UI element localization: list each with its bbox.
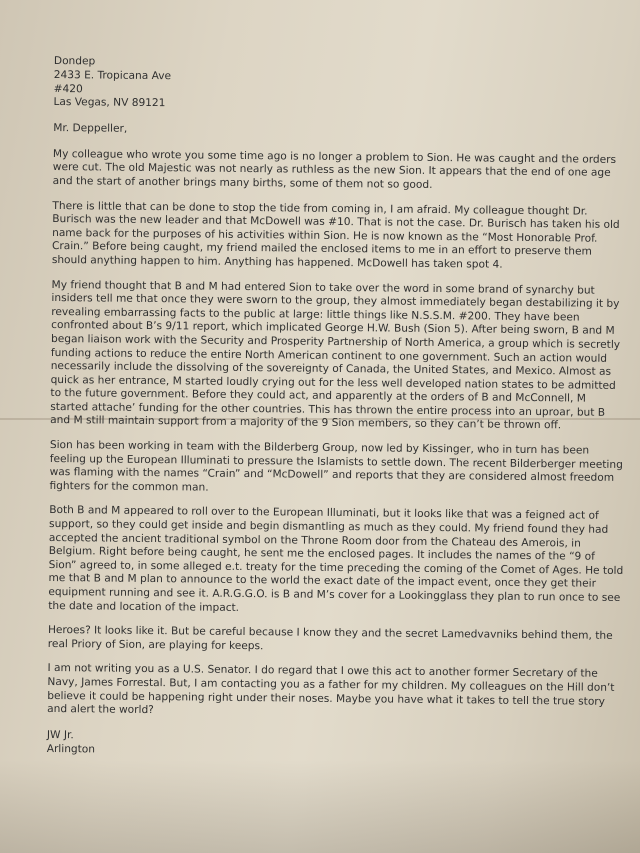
- paragraph: My friend thought that B and M had entered Sion to take over the word in some brand of synarchy but insiders tell me that once they were sworn to the group, they almost immediately began destabilizing it by revealing embarrassing facts to the public at large: little things like N.S.S.M. #200. They have been confronted about B’s 9/11 report, which implicated George H.W. Bush (Sion 5). After being sworn, B and M began liaison work with the Security and Prosperity Partnership of North America, a group which is secretly funding actions to reduce the entire North American continent to one government. Such an action would necessarily include the dissolving of the sovereignty of Canada, the United States, and Mexico. Almost as quick as her entrance, M started loudly crying out for the less well developed nation states to be admitted to the future government. Before they could act, and apparently at the orders of B and McConnell, M started attache’ funding for the other countries. This has thrown the entire process into an uproar, but B and M still maintain support from a majority of the 9 Sion members, so they can’t be thrown off.: [50, 278, 621, 432]
- sender-address: [53, 55, 629, 116]
- address-line: 2433 E. Tropicana Ave: [53, 68, 172, 83]
- greeting: Mr. Deppeller,: [53, 122, 128, 135]
- letter-body: [47, 55, 629, 762]
- address-line: #420: [53, 82, 83, 95]
- address-line: Dondep: [53, 55, 96, 68]
- paragraph: Both B and M appeared to roll over to the European Illuminati, but it looks like that was a feigned act of support, so they could get inside and begin dismantling as much as they could. My friend found they had accepted the ancient traditional symbol on the Throne Room door from the Chateau des Amerois, in Belgium. Right before being caught, he sent me the enclosed pages. It includes the names of the “9 of Sion” agreed to, in some alleged e.t. treaty for the time preceding the coming of the Comet of Ages. He told me that B and M plan to announce to the world the exact date of the impact event, once they get their equipment running and see it. A.R.G.G.O. is B and M’s cover for a Lookingglass they plan to run once to see the date and location of the impact.: [48, 504, 624, 614]
- paragraph: There is little that can be done to stop the tide from coming in, I am afraid. My colleague thought Dr. Burisch was the new leader and that McDowell was #10. That is not the case. Dr. Burisch has taken his old name back for the purposes of his activities within Sion. He is now known as the “Most Honorable Prof. Crain.” Before being caught, my friend mailed the enclosed items to me in an effort to preserve them should anything happen to him. Anything has happened. McDowell has taken spot 4.: [51, 199, 620, 271]
- shadow: [0, 760, 640, 853]
- signature: [47, 728, 622, 762]
- address-line: Las Vegas, NV 89121: [53, 96, 166, 110]
- paragraph: I am not writing you as a U.S. Senator. I do regard that I owe this act to another former Secretary of the Navy, James Forrestal. But, I am contacting you as a father for my children. My colleagues on the Hill don’t believe it could be happening right under their noses. Maybe you have what it takes to tell the true story and alert the world?: [47, 662, 615, 717]
- signature-name: JW Jr.: [46, 728, 74, 741]
- paragraph: Heroes? It looks like it. But be careful because I know they and the secret Lamedvavniks behind them, the real Priory of Sion, are playing for keeps.: [47, 624, 613, 653]
- paragraph: My colleague who wrote you some time ago is no longer a problem to Sion. He was caught and the orders were cut. The old Majestic was not nearly as ruthless as the new Sion. It appears that the end of one age and the start of another brings many births, some of them not so good.: [52, 147, 617, 191]
- signature-location: Arlington: [46, 742, 96, 756]
- paragraph: Sion has been working in team with the Bilderberg Group, now led by Kissinger, who in turn has been feeling up the European Illuminati to pressure the Islamists to settle down. The recent Bilderberger meeting was flaming with the names “Crain” and “McDowell” and reports that they are considered almost freedom fighters for the common man.: [49, 439, 623, 494]
